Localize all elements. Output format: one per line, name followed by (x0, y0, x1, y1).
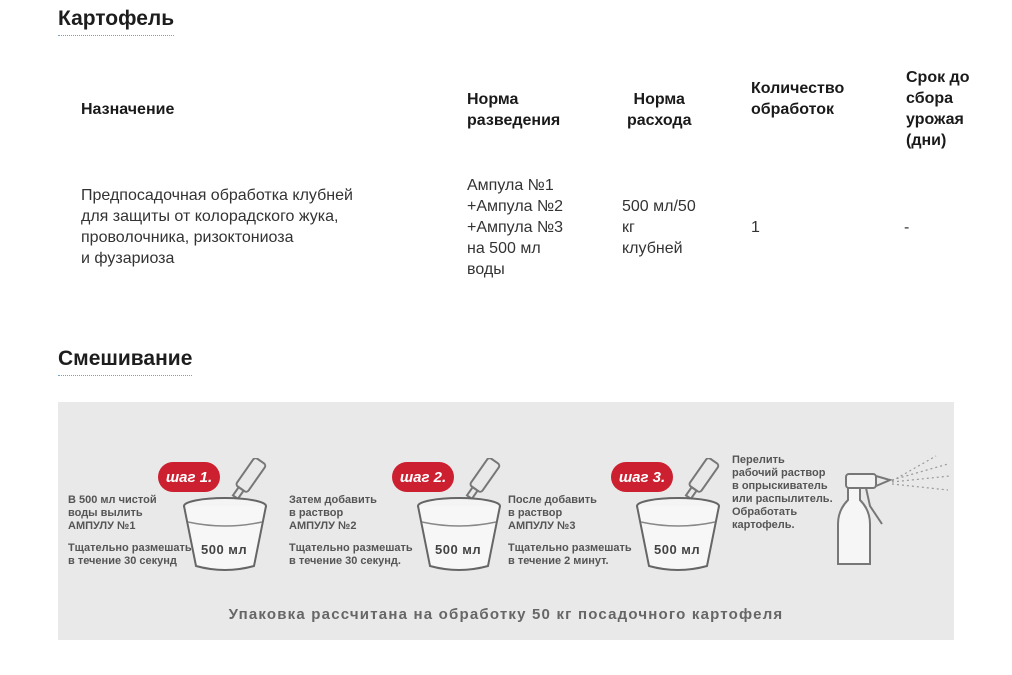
mixing-instructions-panel (58, 402, 954, 640)
step-stir-note: Тщательно размешать в течение 30 секунд (68, 542, 192, 567)
step-3 (499, 402, 739, 592)
step-badge: шаг 2. (392, 462, 454, 492)
step-badge: шаг 3. (611, 462, 673, 492)
cup-volume-label: 500 мл (435, 542, 482, 557)
step-stir-note: Тщательно размешать в течение 30 секунд. (289, 542, 413, 567)
step-instruction: После добавить в раствор АМПУЛУ №3 (508, 494, 597, 532)
step-instruction: Затем добавить в раствор АМПУЛУ №2 (289, 494, 377, 532)
step-instruction: В 500 мл чистой воды вылить АМПУЛУ №1 (68, 494, 157, 532)
header-purpose: Назначение (81, 101, 175, 118)
section-title-mixing: Смешивание (58, 346, 192, 376)
step-stir-note: Тщательно размешать в течение 2 минут. (508, 542, 632, 567)
header-harvest-days: Срок до сбора урожая (дни) (906, 69, 970, 149)
final-instruction: Перелить рабочий раствор в опрыскиватель или распылитель. Обработать картофель. (732, 454, 833, 531)
section-title-potato: Картофель (58, 6, 174, 36)
header-treatments: Количество обработок (751, 80, 845, 118)
cup-icon (633, 496, 723, 576)
step-1 (58, 402, 298, 592)
cup-icon (414, 496, 504, 576)
cell-purpose: Предпосадочная обработка клубней для защиты от колорадского жука, проволочника, ризоктониоза и фузариоза (81, 187, 353, 267)
cup-volume-label: 500 мл (201, 542, 248, 557)
spray-bottle-icon (826, 454, 954, 572)
cup-icon (180, 496, 270, 576)
step-2 (280, 402, 520, 592)
cell-dilution: Ампула №1 +Ампула №2 +Ампула №3 на 500 мл воды (467, 177, 564, 278)
cell-treatments: 1 (751, 219, 760, 236)
step-badge: шаг 1. (158, 462, 220, 492)
cup-volume-label: 500 мл (654, 542, 701, 557)
header-dilution: Норма разведения (467, 91, 561, 129)
cell-rate: 500 мл/50 кг клубней (622, 198, 696, 257)
header-rate: Норма расхода (627, 91, 692, 129)
cell-harvest-days: - (904, 219, 910, 236)
package-note: Упаковка рассчитана на обработку 50 кг посадочного картофеля (228, 606, 784, 623)
